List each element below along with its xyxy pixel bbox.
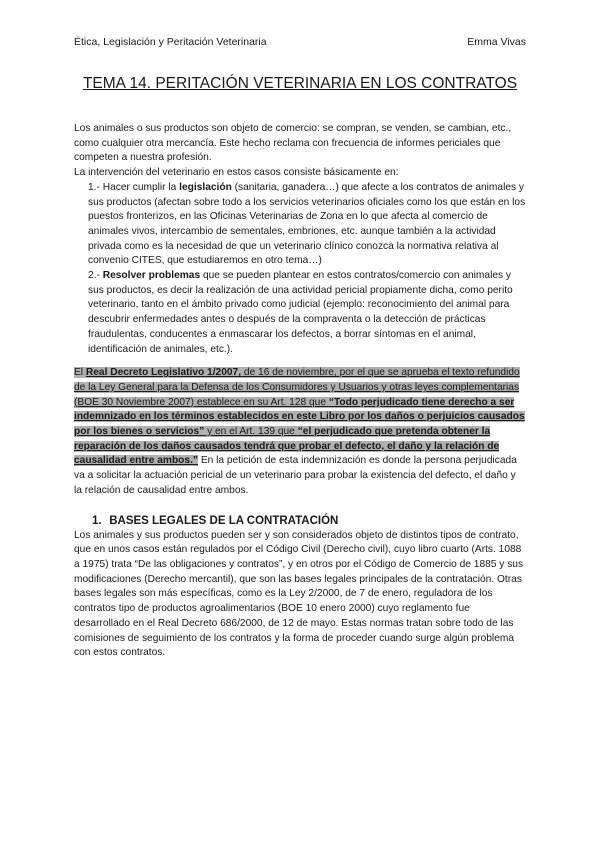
decree-text-1: El <box>74 367 86 379</box>
list-item-2 <box>74 269 526 357</box>
decree-text-3: y en el Art. 139 que <box>204 426 298 438</box>
list-item-2-text: que se pueden plantear en estos contratos/comercio con animales y sus productos, es decir la realización de una actividad pericial propiamente dicha, como perito veterinario, tanto en el ámbito privado como judicial (ejemplo: reconocimiento del animal para descubrir enfermedades antes o después de la compraventa o la detección de prácticas fraudulentas, conducentes a enmascarar los defectos, a borrar síntomas en el animal, identificación de animales, etc.). <box>88 270 513 355</box>
document-body <box>74 122 526 661</box>
decree-name: Real Decreto Legislativo 1/2007, <box>85 367 242 379</box>
list-item-2-prefix: 2.- <box>88 270 103 282</box>
section-heading <box>92 513 526 529</box>
list-item-1-text: (sanitaria, ganadera…) que afecte a los contratos de animales y sus productos (afectan sobre todo a los servicios veterinarios oficiales como los que están en los puestos fronterizos, en las Oficinas Veterinarias de Zona en lo que afecta al comercio de animales vivos, intercambio de sementales, embriones, etc. aunque también a la actividad privada como es la necesidad de que un veterinario clínico conozca la normativa relativa al convenio CITES, que estudiaremos en otro tema…) <box>88 181 526 267</box>
section-title: BASES LEGALES DE LA CONTRATACIÓN <box>109 514 339 527</box>
header-author: Emma Vivas <box>467 36 526 48</box>
list-item-1-keyword: legislación <box>179 181 232 193</box>
header-course: Ética, Legislación y Peritación Veterinaria <box>74 36 267 48</box>
article-128-quote: “Todo perjudicado tiene derecho a ser indemnizado en los términos establecidos en este Libro por los daños o perjuicios causados por los bienes o servicios” <box>74 396 525 438</box>
list-item-2-keyword: Resolver problemas <box>102 270 201 282</box>
page-title: TEMA 14. PERITACIÓN VETERINARIA EN LOS CONTRATOS <box>82 75 518 92</box>
intro-paragraph: Los animales o sus productos son objeto de comercio: se compran, se venden, se cambian, etc., como cualquier otra mercancía. Este hecho reclama con frecuencia de informes periciales que competen a nuestra profesión. <box>74 123 512 164</box>
section-paragraph: Los animales y sus productos pueden ser y son considerados objeto de distintos tipos de contrato, que en unos casos están regulados por el Código Civil (Derecho civil), cuyo libro cuarto (Arts. 1088 a 1975) trata “De las obligaciones y contratos”, y en otros por el Código de Comercio de 1885 y sus modificaciones (Derecho mercantil), que son las bases legales principales de la contratación. Otras bases legales son más específicas, como es la Ley 2/2000, de 7 de enero, reguladora de los contratos tipo de productos agroalimentarios (BOE 10 enero 2000) cuyo reglamento fue desarrollado en el Real Decreto 686/2000, de 12 de mayo. Estas normas tratan sobre todo de las comisiones de seguimiento de los contratos y la forma de proceder cuando surge algún problema con estos contratos. <box>74 529 524 659</box>
intro-lead: La intervención del veterinario en estos casos consiste básicamente en: <box>74 167 399 179</box>
decree-text-2: de 16 de noviembre, por el que se aprueba el texto refundido de la Ley General para la Defensa de los Consumidores y Usuarios y otras leyes complementarias (BOE 30 Noviembre 2007) establece en su Art. 128 que <box>74 367 520 408</box>
decree-paragraph <box>74 366 526 498</box>
decree-text-4: En la petición de esta indemnización es donde la persona perjudicada va a solicitar la actuación pericial de un veterinario para probar la existencia del defecto, el daño y la relación de causalidad entre ambos. <box>74 455 517 496</box>
article-139-quote: “el perjudicado que pretenda obtener la reparación de los daños causados tendrá que probar el defecto, el daño y la relación de causalidad entre ambos.” <box>74 426 500 467</box>
list-item-1-prefix: 1.- Hacer cumplir la <box>88 181 180 193</box>
list-item-1 <box>74 181 526 269</box>
section-number: 1. <box>92 514 102 527</box>
